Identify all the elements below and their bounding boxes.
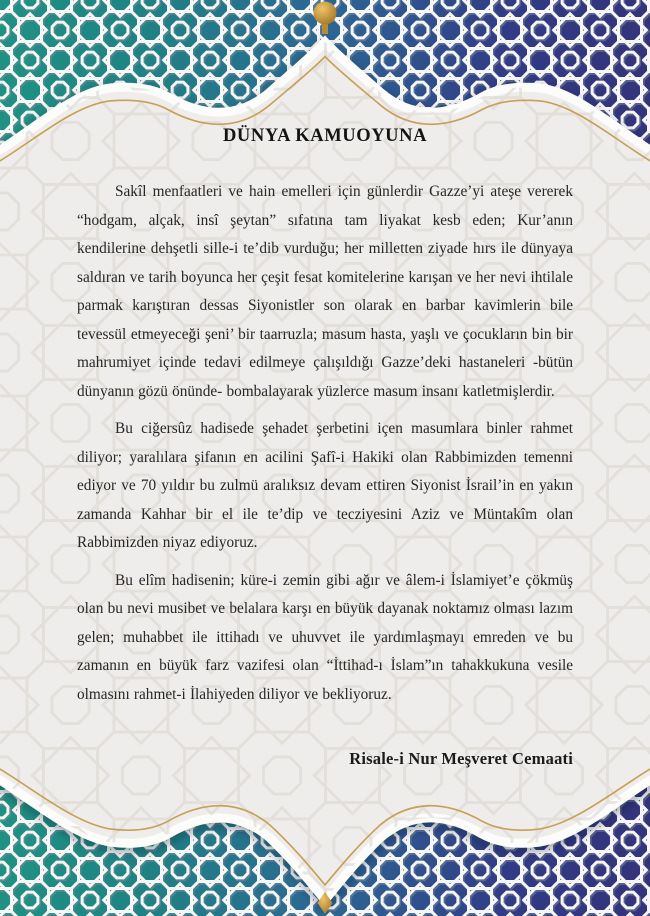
- page-title: DÜNYA KAMUOYUNA: [222, 126, 428, 146]
- signature: Risale-i Nur Meşveret Cemaati: [349, 749, 573, 768]
- document-body: [77, 126, 573, 769]
- paragraph-1: Sakîl menfaatleri ve hain emelleri için günlerdir Gazze’yi ateşe vererek “hodgam, alçak, insî şeytan” sıfatına tam liyakat kesb eden; Kur’anın kendilerine dehşetli sille-i te’dib vurduğu; her milletten ziyade hırs ile dünyaya saldıran ve tarih boyunca her çeşit fesat komitelerine karışan ve her nevi ihtilale parmak karıştıran dessas Siyonistler son olarak en barbar kavimlerin bile tevessül etmeyeceği şeni’ bir taarruzla; masum hasta, yaşlı ve çocukların bin bir mahrumiyet içinde tedavi edilmeye çalışıldığı Gazze’deki hastaneleri -bütün dünyanın gözü önünde- bombalayarak yüzlerce masum insanı katletmişlerdir.: [77, 183, 573, 400]
- paragraph-3: Bu elîm hadisenin; küre-i zemin gibi ağır ve âlem-i İslamiyet’e çökmüş olan bu nevi musibet ve belalara karşı en büyük dayanak noktamız olması lazım gelen; muhabbet ile ittihadı ve uhuvvet ile yardımlaşmayı emreden ve bu zamanın en büyük farz vazifesi olan “İttihad-ı İslam”ın tahakkukuna vesile olmasını rahmet-i İlahiyeden diliyor ve bekliyoruz.: [77, 571, 573, 703]
- paragraph-2: Bu ciğersûz hadisede şehadet şerbetini içen masumlara binler rahmet diliyor; yaralılara şifanın en acilini Şafî-i Hakiki olan Rabbimizden temenni ediyor ve 70 yıldır bu zulmü aralıksız devam ettiren Siyonist İsrail’in en yakın zamanda Kahhar bir el ile te’dip ve tecziyesini Aziz ve Müntakîm olan Rabbimizden niyaz ediyoruz.: [77, 420, 573, 551]
- dome-finial-icon: [314, 2, 337, 25]
